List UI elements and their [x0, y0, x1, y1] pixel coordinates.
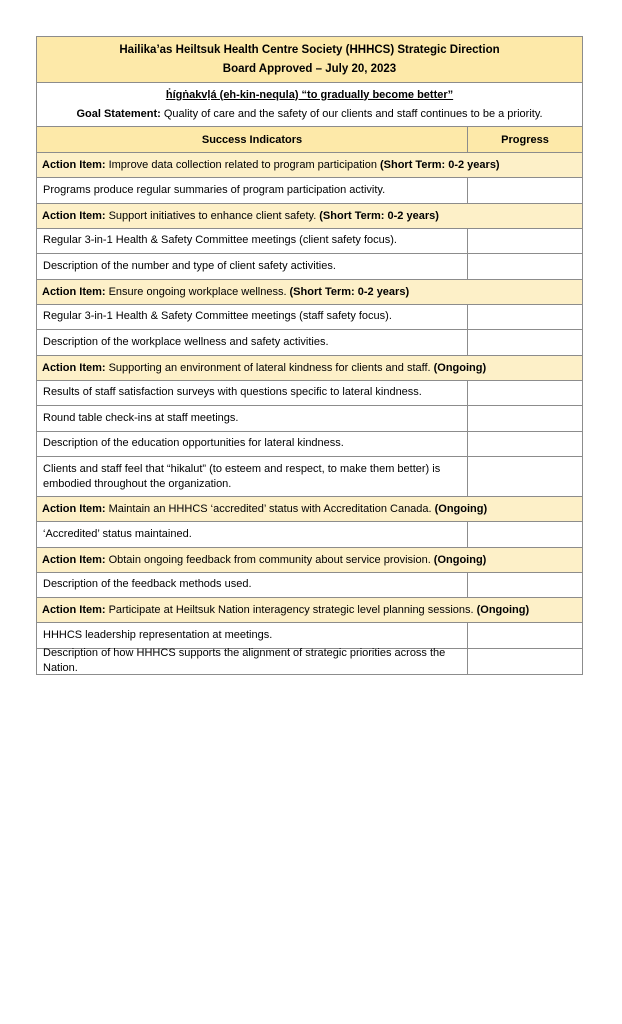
progress-cell — [468, 381, 582, 406]
table-header-row — [37, 127, 582, 153]
action-item-term: (Ongoing) — [433, 361, 487, 374]
indicator-text: ‘Accredited’ status maintained. — [37, 522, 468, 547]
indicator-row — [37, 432, 582, 458]
action-item-row — [37, 204, 582, 229]
indicator-row — [37, 573, 582, 599]
action-item-text: Ensure ongoing workplace wellness. — [108, 285, 287, 298]
action-item-row — [37, 356, 582, 381]
indicator-text: Description of the education opportunities for lateral kindness. — [37, 432, 468, 457]
action-item-term: (Ongoing) — [434, 503, 488, 515]
action-item-term: (Short Term: 0-2 years) — [379, 159, 500, 171]
goal-statement — [76, 105, 542, 124]
progress-cell — [468, 522, 582, 547]
indicator-row — [37, 305, 582, 331]
indicator-row — [37, 623, 582, 649]
indicator-row — [37, 649, 582, 675]
document-title-block — [37, 37, 582, 83]
action-item-label: Action Item: — [42, 159, 106, 171]
indicator-text: Results of staff satisfaction surveys with questions specific to lateral kindness. — [37, 381, 468, 406]
header-success-indicators: Success Indicators — [37, 127, 468, 152]
indicator-row — [37, 330, 582, 356]
progress-cell — [468, 178, 582, 203]
action-item-text: Obtain ongoing feedback from community about service provision. — [108, 553, 431, 566]
table-body — [37, 153, 582, 674]
progress-cell — [468, 254, 582, 279]
document-title: Hailika’as Heiltsuk Health Centre Society (HHHCS) Strategic Direction — [119, 43, 500, 56]
progress-cell — [468, 330, 582, 355]
indicator-row — [37, 406, 582, 432]
action-item-term: (Short Term: 0-2 years) — [289, 285, 410, 298]
progress-cell — [468, 406, 582, 431]
progress-cell — [468, 432, 582, 457]
motto: ḣígṅakvḷá (eh-kin-nequla) “to gradually become better” — [165, 88, 454, 101]
indicator-row — [37, 229, 582, 255]
intro-block — [37, 83, 582, 127]
action-item-term: (Ongoing) — [433, 553, 487, 566]
action-item-label: Action Item: — [42, 604, 106, 616]
action-item-row — [37, 548, 582, 573]
indicator-row — [37, 381, 582, 407]
action-item-label: Action Item: — [42, 553, 106, 566]
progress-cell — [468, 229, 582, 254]
indicator-text: Round table check-ins at staff meetings. — [37, 406, 468, 431]
action-item-text: Support initiatives to enhance client safety. — [108, 209, 317, 222]
indicator-text: Description of the workplace wellness and safety activities. — [37, 330, 468, 355]
action-item-label: Action Item: — [42, 361, 106, 374]
progress-cell — [468, 305, 582, 330]
indicator-text: HHHCS leadership representation at meetings. — [37, 623, 468, 648]
action-item-term: (Ongoing) — [476, 604, 530, 616]
indicator-row — [37, 522, 582, 548]
action-item-row — [37, 497, 582, 522]
indicator-text: Description of the number and type of client safety activities. — [37, 254, 468, 279]
action-item-text: Maintain an HHHCS ‘accredited’ status with Accreditation Canada. — [108, 503, 432, 515]
approval-date: Board Approved – July 20, 2023 — [222, 62, 397, 75]
strategic-direction-table — [36, 36, 583, 675]
action-item-label: Action Item: — [42, 285, 106, 298]
indicator-text: Clients and staff feel that “hikalut” (to esteem and respect, to make them better) is embodied throughout the organization. — [37, 457, 468, 496]
progress-cell — [468, 573, 582, 598]
goal-label: Goal Statement: — [76, 107, 161, 120]
indicator-text: Programs produce regular summaries of program participation activity. — [37, 178, 468, 203]
action-item-row — [37, 153, 582, 178]
indicator-row — [37, 457, 582, 497]
indicator-text: Description of the feedback methods used. — [37, 573, 468, 598]
goal-text: Quality of care and the safety of our clients and staff continues to be a priority. — [163, 107, 543, 120]
action-item-term: (Short Term: 0-2 years) — [319, 209, 439, 222]
action-item-label: Action Item: — [42, 503, 106, 515]
indicator-text: Regular 3-in-1 Health & Safety Committee meetings (staff safety focus). — [37, 305, 468, 330]
action-item-label: Action Item: — [42, 209, 106, 222]
progress-cell — [468, 457, 582, 496]
action-item-row — [37, 280, 582, 305]
indicator-row — [37, 178, 582, 204]
progress-cell — [468, 623, 582, 648]
indicator-text: Description of how HHHCS supports the alignment of strategic priorities across the Nation. — [37, 649, 468, 675]
action-item-text: Supporting an environment of lateral kindness for clients and staff. — [108, 361, 431, 374]
indicator-text: Regular 3-in-1 Health & Safety Committee meetings (client safety focus). — [37, 229, 468, 254]
action-item-text: Participate at Heiltsuk Nation interagency strategic level planning sessions. — [108, 604, 474, 616]
header-progress: Progress — [501, 133, 549, 146]
progress-cell — [468, 649, 582, 675]
indicator-row — [37, 254, 582, 280]
action-item-text: Improve data collection related to program participation — [108, 159, 377, 171]
action-item-row — [37, 598, 582, 623]
